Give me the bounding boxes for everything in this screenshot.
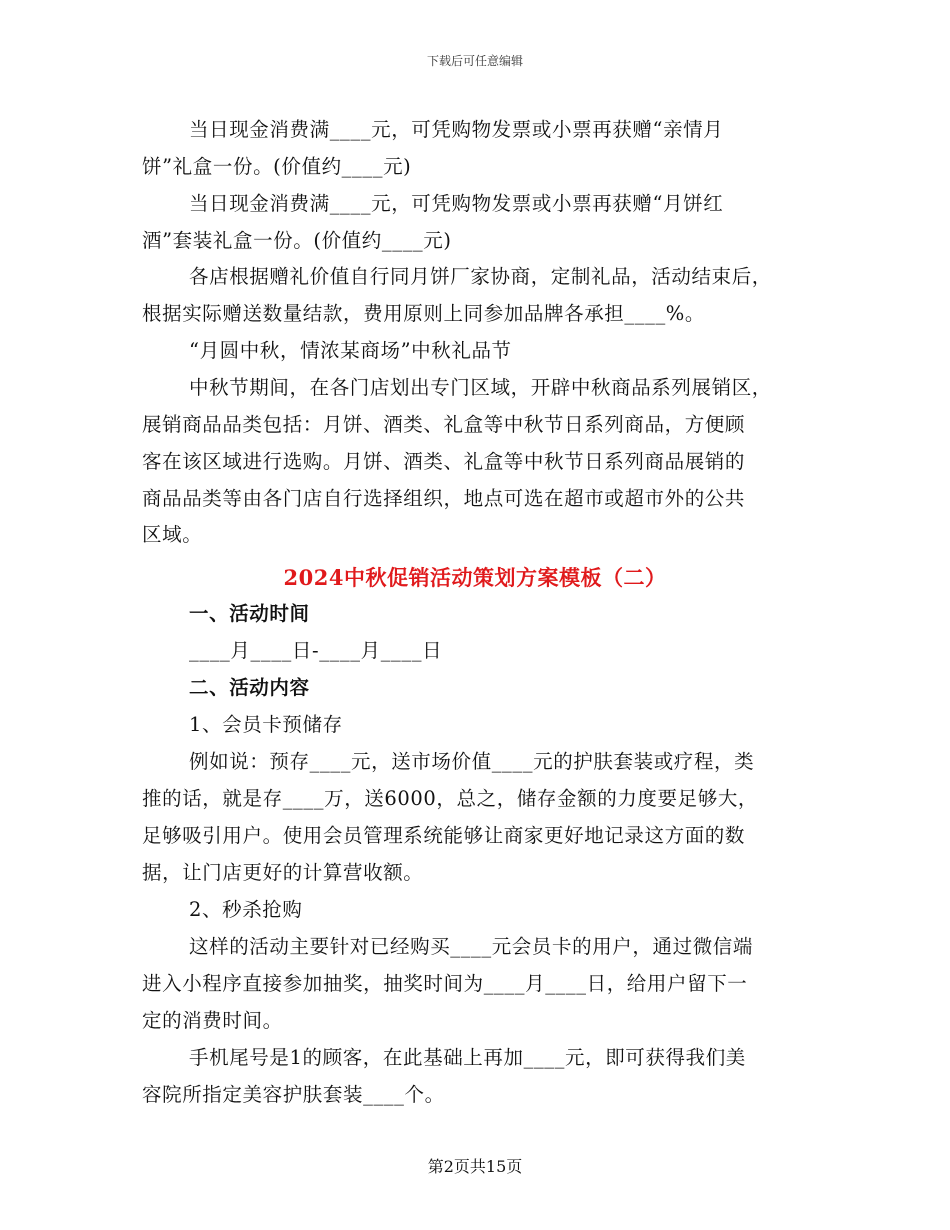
body-line: 当日现金消费满____元，可凭购物发票或小票再获赠“亲情月 — [189, 118, 724, 141]
body-line: 酒”套装礼盒一份。(价值约____元) — [142, 229, 452, 252]
body-line: 容院所指定美容护肤套装____个。 — [142, 1083, 445, 1106]
body-line: 商品品类等由各门店自行选择组织，地点可选在超市或超市外的公共 — [142, 487, 746, 510]
body-line: 足够吸引用户。使用会员管理系统能够让商家更好地记录这方面的数 — [142, 824, 746, 847]
body-line: 当日现金消费满____元，可凭购物发票或小票再获赠“月饼红 — [189, 192, 724, 215]
section-title: 2024中秋促销活动策划方案模板（二） — [283, 565, 667, 590]
body-line: 各店根据赠礼价值自行同月饼厂家协商，定制礼品，活动结束后， — [189, 265, 772, 288]
body-line: 这样的活动主要针对已经购买____元会员卡的用户，通过微信端 — [189, 935, 754, 958]
page-header: 下载后可任意编辑 — [426, 54, 523, 68]
body-line: 例如说：预存____元，送市场价值____元的护肤套装或疗程，类 — [189, 750, 755, 773]
body-line: 据，让门店更好的计算营收额。 — [142, 861, 424, 884]
body-line: 展销商品品类包括：月饼、酒类、礼盒等中秋节日系列商品，方便顾 — [142, 413, 746, 436]
body-line: 饼”礼盒一份。(价值约____元) — [142, 155, 412, 178]
body-line: ____月____日-____月____日 — [189, 639, 443, 662]
body-line: 中秋节期间，在各门店划出专门区域，开辟中秋商品系列展销区， — [189, 376, 772, 399]
body-line: 手机尾号是1的顾客，在此基础上再加____元，即可获得我们美 — [189, 1046, 746, 1069]
body-line: 定的消费时间。 — [142, 1009, 283, 1032]
body-line: 推的话，就是存____万，送6000，总之，储存金额的力度要足够大， — [142, 787, 759, 810]
heading-activity-content: 二、活动内容 — [189, 676, 310, 699]
body-line: 客在该区域进行选购。月饼、酒类、礼盒等中秋节日系列商品展销的 — [142, 450, 746, 473]
body-line: 进入小程序直接参加抽奖，抽奖时间为____月____日，给用户留下一 — [142, 972, 748, 995]
subheading-flash-sale: 2、秒杀抢购 — [189, 898, 303, 921]
page-footer: 第2页共15页 — [427, 1157, 523, 1176]
heading-activity-time: 一、活动时间 — [189, 602, 310, 625]
body-line: 根据实际赠送数量结款，费用原则上同参加品牌各承担____%。 — [142, 302, 706, 325]
subheading-membership: 1、会员卡预储存 — [189, 713, 343, 736]
body-line: 区域。 — [142, 523, 203, 546]
body-line: “月圆中秋，情浓某商场”中秋礼品节 — [189, 339, 512, 362]
